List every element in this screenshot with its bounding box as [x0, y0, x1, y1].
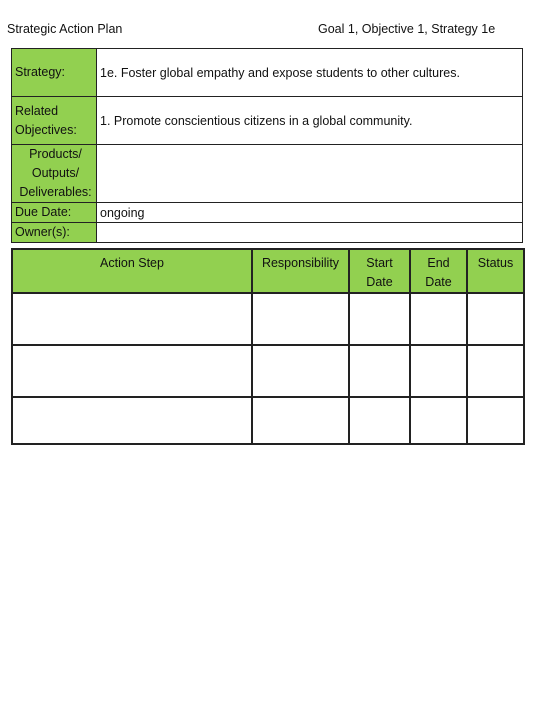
products-label-line-1: Products/	[29, 147, 82, 161]
end-date-header-line-1: End	[427, 256, 450, 270]
objectives-row	[12, 97, 523, 145]
action-plan-header-row	[12, 249, 524, 293]
document-title: Strategic Action Plan	[7, 22, 123, 36]
start-date-cell[interactable]	[349, 397, 410, 444]
action-step-cell[interactable]	[12, 293, 252, 345]
end-date-header	[410, 249, 467, 293]
strategy-info-table	[11, 48, 523, 243]
owner-row	[12, 223, 523, 243]
status-cell[interactable]	[467, 397, 524, 444]
due-date-value: ongoing	[97, 203, 523, 223]
end-date-header-line-2: Date	[425, 275, 452, 289]
due-date-label: Due Date:	[12, 203, 97, 223]
status-header: Status	[467, 249, 524, 293]
action-plan-table	[11, 248, 525, 445]
objectives-label-line-2: Objectives:	[15, 122, 77, 137]
start-date-header	[349, 249, 410, 293]
due-date-row	[12, 203, 523, 223]
start-date-cell[interactable]	[349, 293, 410, 345]
start-date-cell[interactable]	[349, 345, 410, 397]
action-step-cell[interactable]	[12, 345, 252, 397]
end-date-cell[interactable]	[410, 293, 467, 345]
end-date-cell[interactable]	[410, 345, 467, 397]
objectives-value: 1. Promote conscientious citizens in a global community.	[97, 97, 523, 145]
table-row	[12, 397, 524, 444]
start-date-header-line-2: Date	[366, 275, 393, 289]
action-step-cell[interactable]	[12, 397, 252, 444]
responsibility-cell[interactable]	[252, 397, 349, 444]
action-step-header: Action Step	[12, 249, 252, 293]
responsibility-cell[interactable]	[252, 293, 349, 345]
responsibility-cell[interactable]	[252, 345, 349, 397]
strategy-value: 1e. Foster global empathy and expose students to other cultures.	[97, 49, 523, 97]
strategy-label: Strategy:	[12, 49, 97, 97]
objectives-label-line-1: Related	[15, 103, 59, 118]
status-cell[interactable]	[467, 345, 524, 397]
owner-label: Owner(s):	[12, 223, 97, 243]
status-cell[interactable]	[467, 293, 524, 345]
table-row	[12, 293, 524, 345]
responsibility-header: Responsibility	[252, 249, 349, 293]
products-label-line-3: Deliverables:	[19, 185, 92, 199]
start-date-header-line-1: Start	[366, 256, 393, 270]
plan-reference: Goal 1, Objective 1, Strategy 1e	[318, 22, 496, 36]
end-date-cell[interactable]	[410, 397, 467, 444]
strategy-row	[12, 49, 523, 97]
objectives-label	[12, 97, 97, 145]
table-row	[12, 345, 524, 397]
owner-value	[97, 223, 523, 243]
products-label	[12, 145, 97, 203]
products-label-line-2: Outputs/	[31, 166, 80, 180]
products-row	[12, 145, 523, 203]
products-value	[97, 145, 523, 203]
